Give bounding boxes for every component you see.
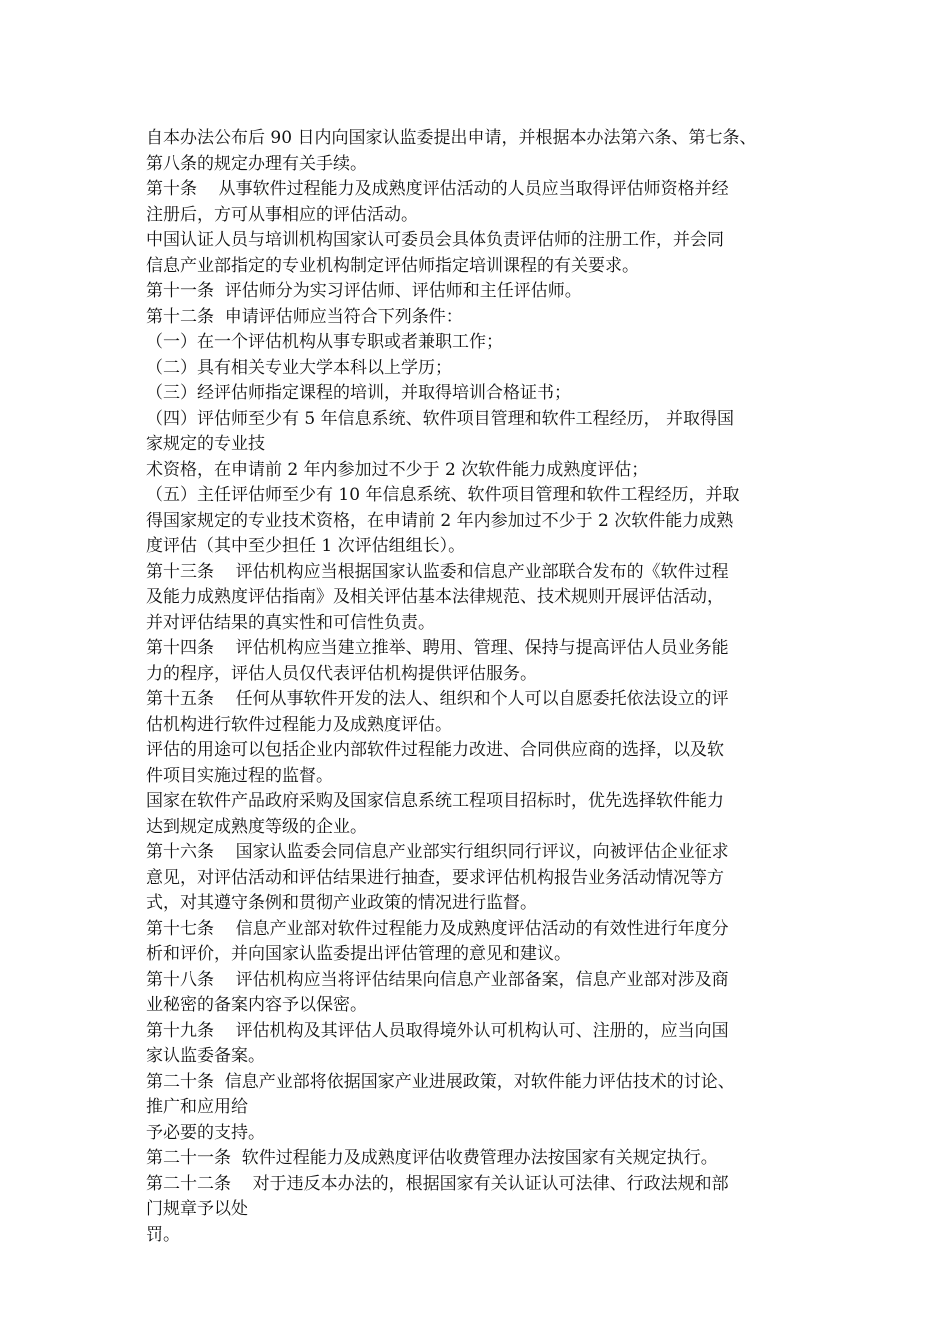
text-line: 第十三条 评估机构应当根据国家认监委和信息产业部联合发布的《软件过程 [146,561,729,582]
text-line: （三）经评估师指定课程的培训，并取得培训合格证书； [146,383,571,403]
text-line: 得国家规定的专业技术资格，在申请前 2 年内参加过不少于 2 次软件能力成熟 [146,510,734,531]
text-line: 评估的用途可以包括企业内部软件过程能力改进、合同供应商的选择，以及软 [146,740,724,760]
text-line: 予必要的支持。 [146,1122,265,1143]
document-body [146,126,826,1248]
text-line: 国家在软件产品政府采购及国家信息系统工程项目招标时，优先选择软件能力 [146,791,724,811]
text-line: 第十四条 评估机构应当建立推举、聘用、管理、保持与提高评估人员业务能 [146,638,729,658]
text-line: 力的程序，评估人员仅代表评估机构提供评估服务。 [146,663,537,684]
text-line: 第二十条 信息产业部将依据国家产业进展政策，对软件能力评估技术的讨论、 [146,1071,735,1092]
text-line: 第二十二条 对于违反本办法的，根据国家有关认证认可法律、行政法规和部 [146,1173,729,1194]
text-line: 第十二条 申请评估师应当符合下列条件： [146,306,463,327]
text-line: 家规定的专业技 [146,434,265,454]
text-line: 及能力成熟度评估指南》及相关评估基本法律规范、技术规则开展评估活动， [146,587,724,607]
text-line: 意见，对评估活动和评估结果进行抽查，要求评估机构报告业务活动情况等方 [146,867,724,888]
text-line: （一）在一个评估机构从事专职或者兼职工作； [146,332,503,352]
text-line: 第十一条 评估师分为实习评估师、评估师和主任评估师。 [146,281,582,301]
text-line: 注册后，方可从事相应的评估活动。 [146,204,418,225]
text-line: 术资格，在申请前 2 年内参加过不少于 2 次软件能力成熟度评估； [146,459,649,480]
text-line: 第十九条 评估机构及其评估人员取得境外认可机构认可、注册的，应当向国 [146,1020,729,1041]
text-line: 业秘密的备案内容予以保密。 [146,995,367,1015]
text-line: （五）主任评估师至少有 10 年信息系统、软件项目管理和软件工程经历，并取 [146,485,740,505]
text-line: 第十七条 信息产业部对软件过程能力及成熟度评估活动的有效性进行年度分 [146,918,729,939]
text-line: 推广和应用给 [146,1097,248,1117]
text-line: 罚。 [146,1224,180,1245]
text-line: 信息产业部指定的专业机构制定评估师指定培训课程的有关要求。 [146,255,639,276]
text-line: 门规章予以处 [146,1199,248,1219]
text-line: 式，对其遵守条例和贯彻产业政策的情况进行监督。 [146,893,537,913]
text-line: （四）评估师至少有 5 年信息系统、软件项目管理和软件工程经历， 并取得国 [146,408,735,429]
text-line: 并对评估结果的真实性和可信性负责。 [146,612,435,633]
text-line: 件项目实施过程的监督。 [146,765,333,786]
text-line: 第二十一条 软件过程能力及成熟度评估收费管理办法按国家有关规定执行。 [146,1148,718,1168]
text-line: 达到规定成熟度等级的企业。 [146,816,367,837]
text-line: 估机构进行软件过程能力及成熟度评估。 [146,714,452,735]
text-line: 自本办法公布后 90 日内向国家认监委提出申请，并根据本办法第六条、第七条、 [146,128,757,148]
text-line: 第八条的规定办理有关手续。 [146,153,367,174]
text-line: 第十八条 评估机构应当将评估结果向信息产业部备案，信息产业部对涉及商 [146,969,729,990]
text-line: 析和评价，并向国家认监委提出评估管理的意见和建议。 [146,944,571,964]
text-line: 第十五条 任何从事软件开发的法人、组织和个人可以自愿委托依法设立的评 [146,689,729,709]
text-line: 第十条 从事软件过程能力及成熟度评估活动的人员应当取得评估师资格并经 [146,179,729,199]
text-line: 家认监委备案。 [146,1046,265,1066]
text-line: 第十六条 国家认监委会同信息产业部实行组织同行评议，向被评估企业征求 [146,842,729,862]
text-line: 度评估（其中至少担任 1 次评估组组长）。 [146,536,466,556]
text-line: 中国认证人员与培训机构国家认可委员会具体负责评估师的注册工作，并会同 [146,230,724,250]
text-line: （二）具有相关专业大学本科以上学历； [146,357,452,378]
